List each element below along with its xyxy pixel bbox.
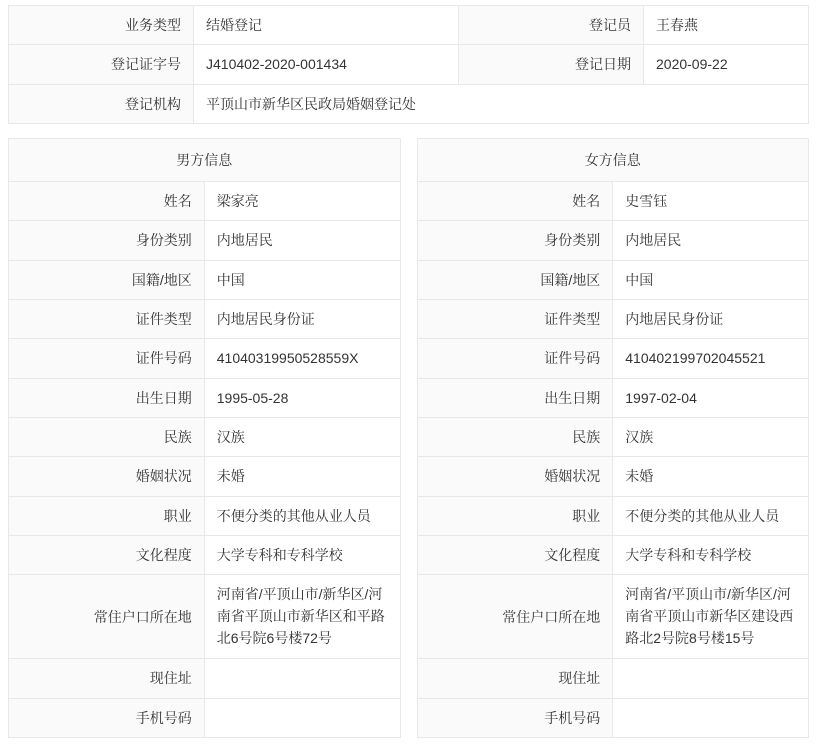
female-phone-value bbox=[613, 698, 809, 737]
table-row bbox=[9, 378, 401, 417]
table-row bbox=[9, 84, 809, 123]
male-current-address-value bbox=[204, 659, 400, 698]
female-id-number-label: 证件号码 bbox=[417, 339, 613, 378]
table-row bbox=[417, 496, 809, 535]
female-nationality-label: 国籍/地区 bbox=[417, 260, 613, 299]
table-row bbox=[417, 575, 809, 659]
female-current-address-value bbox=[613, 659, 809, 698]
table-row bbox=[9, 6, 809, 45]
female-ethnicity-value: 汉族 bbox=[613, 417, 809, 456]
female-id-number-value: 410402199702045521 bbox=[613, 339, 809, 378]
female-name-value: 史雪钰 bbox=[613, 182, 809, 221]
female-occupation-label: 职业 bbox=[417, 496, 613, 535]
business-type-label: 业务类型 bbox=[9, 6, 194, 45]
table-row bbox=[417, 457, 809, 496]
female-info-table-body bbox=[417, 138, 809, 737]
male-occupation-label: 职业 bbox=[9, 496, 205, 535]
male-household-address-value: 河南省/平顶山市/新华区/河南省平顶山市新华区和平路北6号院6号楼72号 bbox=[204, 575, 400, 659]
male-phone-value bbox=[204, 698, 400, 737]
male-name-value: 梁家亮 bbox=[204, 182, 400, 221]
registration-org-value: 平顶山市新华区民政局婚姻登记处 bbox=[194, 84, 809, 123]
table-row bbox=[417, 417, 809, 456]
male-id-number-value: 41040319950528559X bbox=[204, 339, 400, 378]
female-household-address-label: 常住户口所在地 bbox=[417, 575, 613, 659]
female-birth-date-label: 出生日期 bbox=[417, 378, 613, 417]
table-row bbox=[417, 659, 809, 698]
table-row bbox=[9, 659, 401, 698]
male-info-table-body bbox=[9, 138, 401, 737]
female-birth-date-value: 1997-02-04 bbox=[613, 378, 809, 417]
female-household-address-value: 河南省/平顶山市/新华区/河南省平顶山市新华区建设西路北2号院8号楼15号 bbox=[613, 575, 809, 659]
male-birth-date-label: 出生日期 bbox=[9, 378, 205, 417]
male-education-label: 文化程度 bbox=[9, 535, 205, 574]
female-ethnicity-label: 民族 bbox=[417, 417, 613, 456]
male-info-title: 男方信息 bbox=[9, 138, 401, 181]
table-row bbox=[9, 221, 401, 260]
table-row bbox=[417, 698, 809, 737]
male-household-address-label: 常住户口所在地 bbox=[9, 575, 205, 659]
summary-table bbox=[8, 5, 809, 124]
certificate-number-label: 登记证字号 bbox=[9, 45, 194, 84]
registration-date-label: 登记日期 bbox=[459, 45, 644, 84]
registration-org-label: 登记机构 bbox=[9, 84, 194, 123]
male-name-label: 姓名 bbox=[9, 182, 205, 221]
person-info-section bbox=[8, 138, 809, 738]
female-id-type-label: 证件类型 bbox=[417, 300, 613, 339]
table-row bbox=[9, 535, 401, 574]
table-row bbox=[417, 260, 809, 299]
male-phone-label: 手机号码 bbox=[9, 698, 205, 737]
certificate-number-value: J410402-2020-001434 bbox=[194, 45, 459, 84]
business-type-value: 结婚登记 bbox=[194, 6, 459, 45]
male-marital-status-label: 婚姻状况 bbox=[9, 457, 205, 496]
table-row bbox=[417, 300, 809, 339]
table-row bbox=[9, 496, 401, 535]
registrar-value: 王春燕 bbox=[644, 6, 809, 45]
table-row bbox=[417, 221, 809, 260]
table-header-row bbox=[417, 138, 809, 181]
table-row bbox=[417, 378, 809, 417]
male-occupation-value: 不便分类的其他从业人员 bbox=[204, 496, 400, 535]
table-row bbox=[9, 300, 401, 339]
table-row bbox=[9, 417, 401, 456]
female-phone-label: 手机号码 bbox=[417, 698, 613, 737]
female-education-label: 文化程度 bbox=[417, 535, 613, 574]
table-row bbox=[9, 182, 401, 221]
table-row bbox=[9, 339, 401, 378]
female-occupation-value: 不便分类的其他从业人员 bbox=[613, 496, 809, 535]
female-identity-type-label: 身份类别 bbox=[417, 221, 613, 260]
male-id-number-label: 证件号码 bbox=[9, 339, 205, 378]
male-nationality-label: 国籍/地区 bbox=[9, 260, 205, 299]
female-education-value: 大学专科和专科学校 bbox=[613, 535, 809, 574]
female-identity-type-value: 内地居民 bbox=[613, 221, 809, 260]
table-row bbox=[417, 182, 809, 221]
registrar-label: 登记员 bbox=[459, 6, 644, 45]
male-identity-type-label: 身份类别 bbox=[9, 221, 205, 260]
male-ethnicity-value: 汉族 bbox=[204, 417, 400, 456]
female-name-label: 姓名 bbox=[417, 182, 613, 221]
table-row bbox=[9, 457, 401, 496]
table-row bbox=[9, 698, 401, 737]
male-id-type-label: 证件类型 bbox=[9, 300, 205, 339]
female-id-type-value: 内地居民身份证 bbox=[613, 300, 809, 339]
female-marital-status-label: 婚姻状况 bbox=[417, 457, 613, 496]
table-row bbox=[9, 260, 401, 299]
male-current-address-label: 现住址 bbox=[9, 659, 205, 698]
registration-date-value: 2020-09-22 bbox=[644, 45, 809, 84]
female-info-table bbox=[417, 138, 810, 738]
male-ethnicity-label: 民族 bbox=[9, 417, 205, 456]
male-marital-status-value: 未婚 bbox=[204, 457, 400, 496]
male-nationality-value: 中国 bbox=[204, 260, 400, 299]
table-row bbox=[9, 575, 401, 659]
male-info-block bbox=[8, 138, 401, 738]
table-row bbox=[9, 45, 809, 84]
female-marital-status-value: 未婚 bbox=[613, 457, 809, 496]
male-id-type-value: 内地居民身份证 bbox=[204, 300, 400, 339]
male-info-table bbox=[8, 138, 401, 738]
female-nationality-value: 中国 bbox=[613, 260, 809, 299]
male-education-value: 大学专科和专科学校 bbox=[204, 535, 400, 574]
table-row bbox=[417, 535, 809, 574]
male-birth-date-value: 1995-05-28 bbox=[204, 378, 400, 417]
table-header-row bbox=[9, 138, 401, 181]
female-current-address-label: 现住址 bbox=[417, 659, 613, 698]
male-identity-type-value: 内地居民 bbox=[204, 221, 400, 260]
female-info-block bbox=[417, 138, 810, 738]
female-info-title: 女方信息 bbox=[417, 138, 809, 181]
table-row bbox=[417, 339, 809, 378]
summary-table-body bbox=[9, 6, 809, 124]
